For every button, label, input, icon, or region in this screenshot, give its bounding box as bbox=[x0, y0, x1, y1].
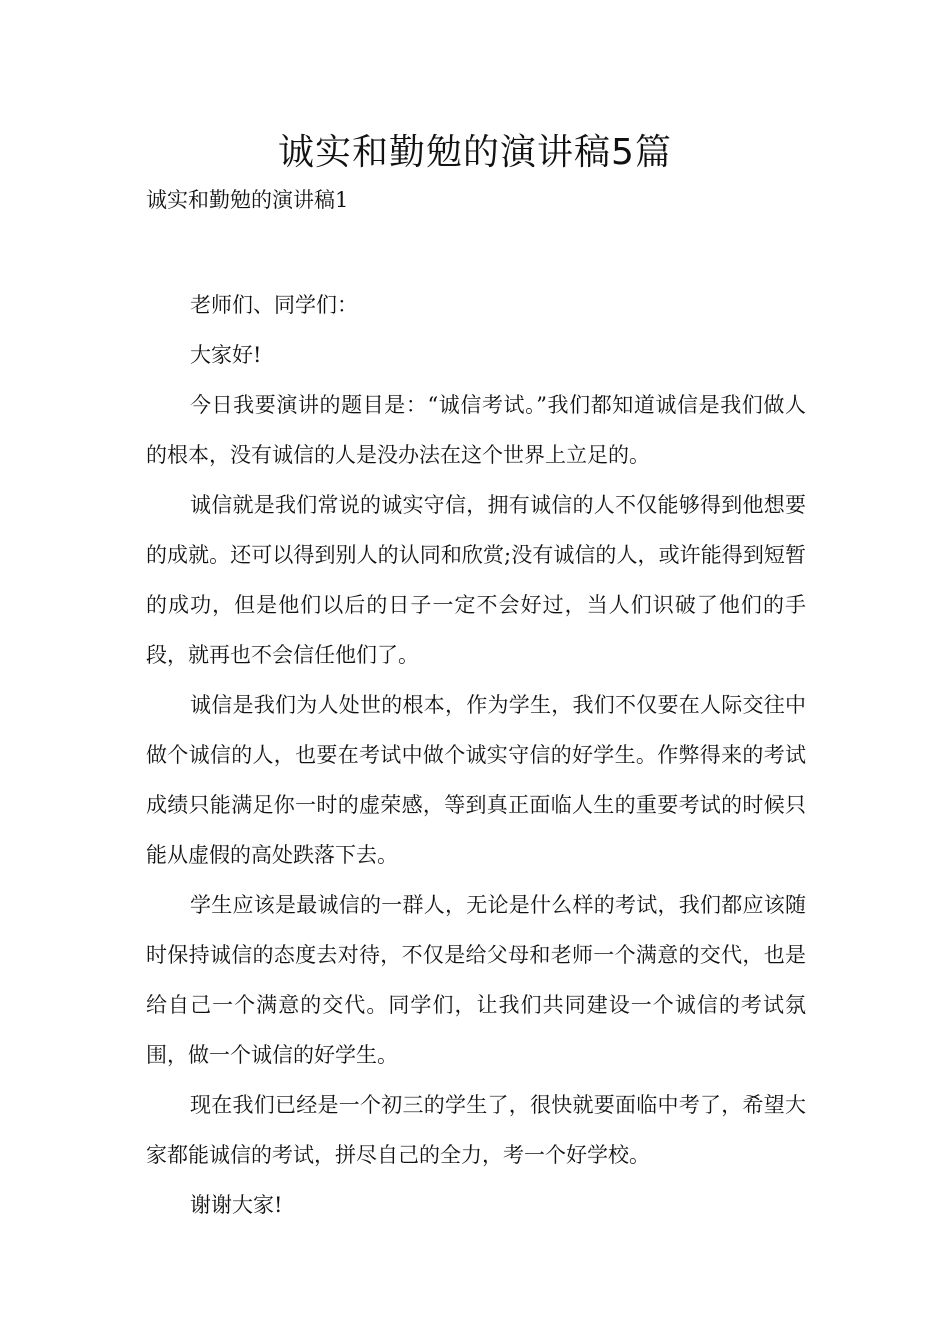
section-heading: 诚实和勤勉的演讲稿1 bbox=[146, 188, 349, 212]
paragraph: 今日我要演讲的题目是：“诚信考试。”我们都知道诚信是我们做人的根本，没有诚信的人是没办法在这个世界上立足的。 bbox=[146, 393, 806, 467]
paragraph: 诚信是我们为人处世的根本，作为学生，我们不仅要在人际交往中做个诚信的人，也要在考试中做个诚实守信的好学生。作弊得来的考试成绩只能满足你一时的虚荣感，等到真正面临人生的重要考试的时候只能从虚假的高处跌落下去。 bbox=[146, 693, 806, 867]
paragraph-greeting: 大家好! bbox=[190, 343, 262, 367]
document-body bbox=[146, 280, 806, 1230]
paragraph-salutation: 老师们、同学们： bbox=[190, 293, 358, 317]
paragraph: 现在我们已经是一个初三的学生了，很快就要面临中考了，希望大家都能诚信的考试，拼尽自己的全力，考一个好学校。 bbox=[146, 1093, 806, 1167]
paragraph-closing: 谢谢大家! bbox=[190, 1193, 283, 1217]
paragraph: 诚信就是我们常说的诚实守信，拥有诚信的人不仅能够得到他想要的成就。还可以得到别人的认同和欣赏;没有诚信的人，或许能得到短暂的成功，但是他们以后的日子一定不会好过，当人们识破了他们的手段，就再也不会信任他们了。 bbox=[146, 493, 806, 667]
document-title: 诚实和勤勉的演讲稿5篇 bbox=[278, 132, 672, 173]
paragraph: 学生应该是最诚信的一群人，无论是什么样的考试，我们都应该随时保持诚信的态度去对待，不仅是给父母和老师一个满意的交代，也是给自己一个满意的交代。同学们，让我们共同建设一个诚信的考试氛围，做一个诚信的好学生。 bbox=[146, 893, 806, 1067]
